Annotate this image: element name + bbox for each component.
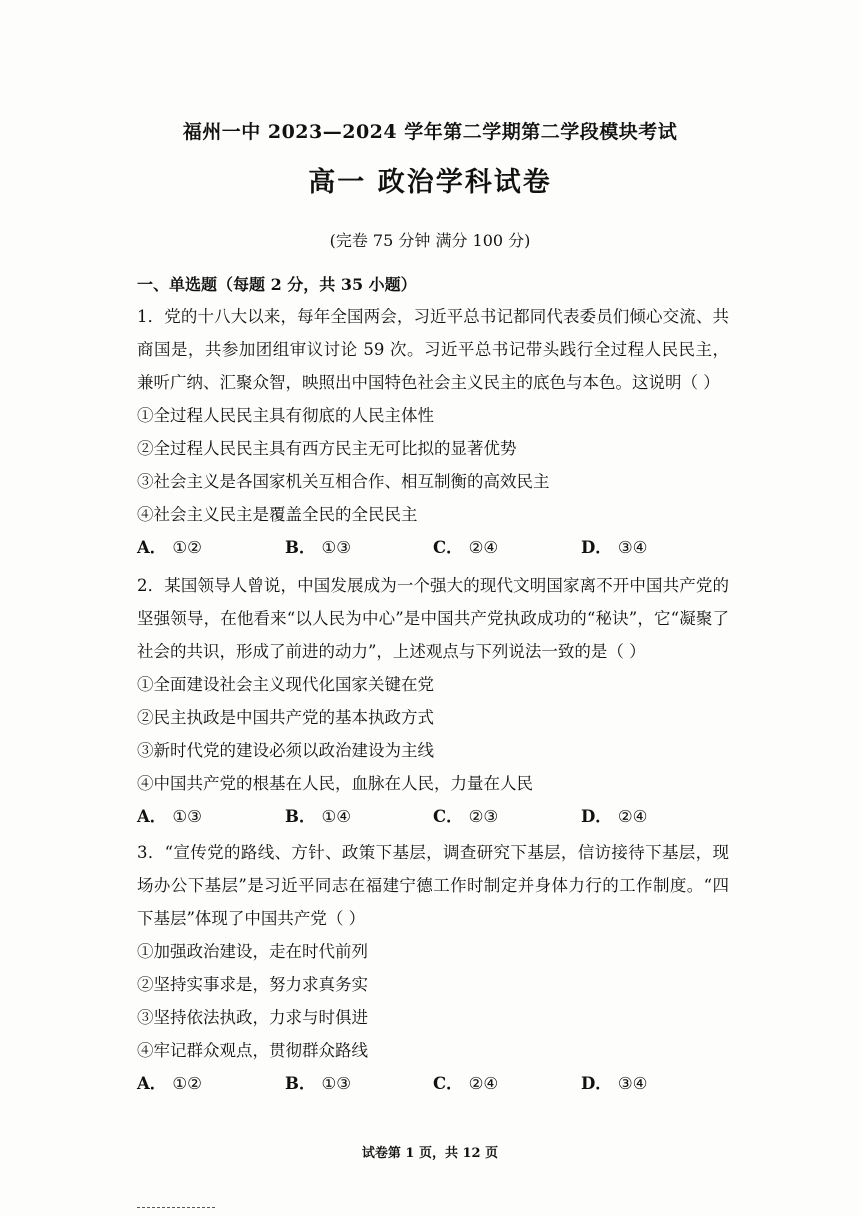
choice-letter: D．	[581, 1074, 612, 1093]
statement-option: ②坚持实事求是，努力求真务实	[137, 975, 368, 994]
choice-value: ①④	[321, 807, 352, 826]
choice-a	[137, 1067, 285, 1100]
answer-choices	[137, 531, 729, 564]
statement-option: ①加强政治建设，走在时代前列	[137, 942, 368, 961]
answer-choices	[137, 800, 729, 833]
choice-letter: C．	[433, 1074, 463, 1093]
choice-value: ②④	[468, 538, 499, 557]
statement-option: ③坚持依法执政，力求与时俱进	[137, 1008, 368, 1027]
statement-option: ④社会主义民主是覆盖全民的全民民主	[137, 505, 418, 524]
choice-c	[433, 531, 581, 564]
question-stem: 2．某国领导人曾说，中国发展成为一个强大的现代文明国家离不开中国共产党的坚强领导，在他看来“以人民为中心”是中国共产党执政成功的“秘诀”，它“凝聚了社会的共识，形成了前进的动力”，上述观点与下列说法一致的是（ ）	[137, 576, 729, 661]
choice-value: ①②	[172, 538, 202, 557]
choice-letter: C．	[433, 538, 463, 557]
choice-letter: B．	[285, 538, 316, 557]
section-heading: 一、单选题（每题 2 分，共 35 小题）	[137, 275, 417, 294]
choice-d	[581, 1067, 729, 1100]
statement-option: ③社会主义是各国家机关互相合作、相互制衡的高效民主	[137, 472, 550, 491]
choice-letter: B．	[285, 1074, 316, 1093]
statement-option: ④牢记群众观点，贯彻群众路线	[137, 1041, 368, 1060]
choice-b	[285, 531, 433, 564]
choice-value: ①③	[172, 807, 202, 826]
choice-value: ②④	[617, 807, 648, 826]
school-title: 福州一中 2023—2024 学年第二学期第二学段模块考试	[182, 121, 678, 143]
choice-value: ①②	[172, 1074, 202, 1093]
statement-option: ④中国共产党的根基在人民，血脉在人民，力量在人民	[137, 774, 533, 793]
statement-option: ②民主执政是中国共产党的基本执政方式	[137, 708, 434, 727]
choice-a	[137, 531, 285, 564]
choice-b	[285, 800, 433, 833]
question-3	[137, 836, 729, 1100]
statement-option: ②全过程人民民主具有西方民主无可比拟的显著优势	[137, 439, 517, 458]
choice-letter: C．	[433, 807, 463, 826]
exam-title: 高一 政治学科试卷	[308, 167, 552, 198]
question-stem: 3．“宣传党的路线、方针、政策下基层，调查研究下基层，信访接待下基层，现场办公下基层”是习近平同志在福建宁德工作时制定并身体力行的工作制度。“四下基层”体现了中国共产党（ ）	[137, 843, 729, 928]
choice-value: ②③	[468, 807, 499, 826]
choice-d	[581, 800, 729, 833]
scan-divider	[137, 1207, 215, 1209]
choice-c	[433, 1067, 581, 1100]
choice-letter: D．	[581, 538, 612, 557]
exam-info: (完卷 75 分钟 满分 100 分)	[329, 231, 531, 250]
question-1	[137, 300, 729, 564]
statement-option: ③新时代党的建设必须以政治建设为主线	[137, 741, 434, 760]
choice-c	[433, 800, 581, 833]
choice-value: ②④	[468, 1074, 499, 1093]
choice-letter: D．	[581, 807, 612, 826]
choice-value: ①③	[321, 1074, 352, 1093]
answer-choices	[137, 1067, 729, 1100]
statement-option: ①全面建设社会主义现代化国家关键在党	[137, 675, 434, 694]
choice-letter: A．	[137, 1074, 167, 1093]
choice-value: ③④	[617, 1074, 648, 1093]
statement-option: ①全过程人民民主具有彻底的人民主体性	[137, 406, 434, 425]
choice-a	[137, 800, 285, 833]
choice-value: ③④	[617, 538, 648, 557]
choice-b	[285, 1067, 433, 1100]
choice-d	[581, 531, 729, 564]
page-footer: 试卷第 1 页，共 12 页	[361, 1146, 499, 1161]
choice-letter: A．	[137, 807, 167, 826]
question-stem: 1．党的十八大以来，每年全国两会，习近平总书记都同代表委员们倾心交流、共商国是，共参加团组审议讨论 59 次。习近平总书记带头践行全过程人民民主，兼听广纳、汇聚众智，映照出中国特色社会主义民主的底色与本色。这说明（ ）	[137, 307, 729, 392]
choice-value: ①③	[321, 538, 352, 557]
question-2	[137, 569, 729, 833]
choice-letter: A．	[137, 538, 167, 557]
choice-letter: B．	[285, 807, 316, 826]
